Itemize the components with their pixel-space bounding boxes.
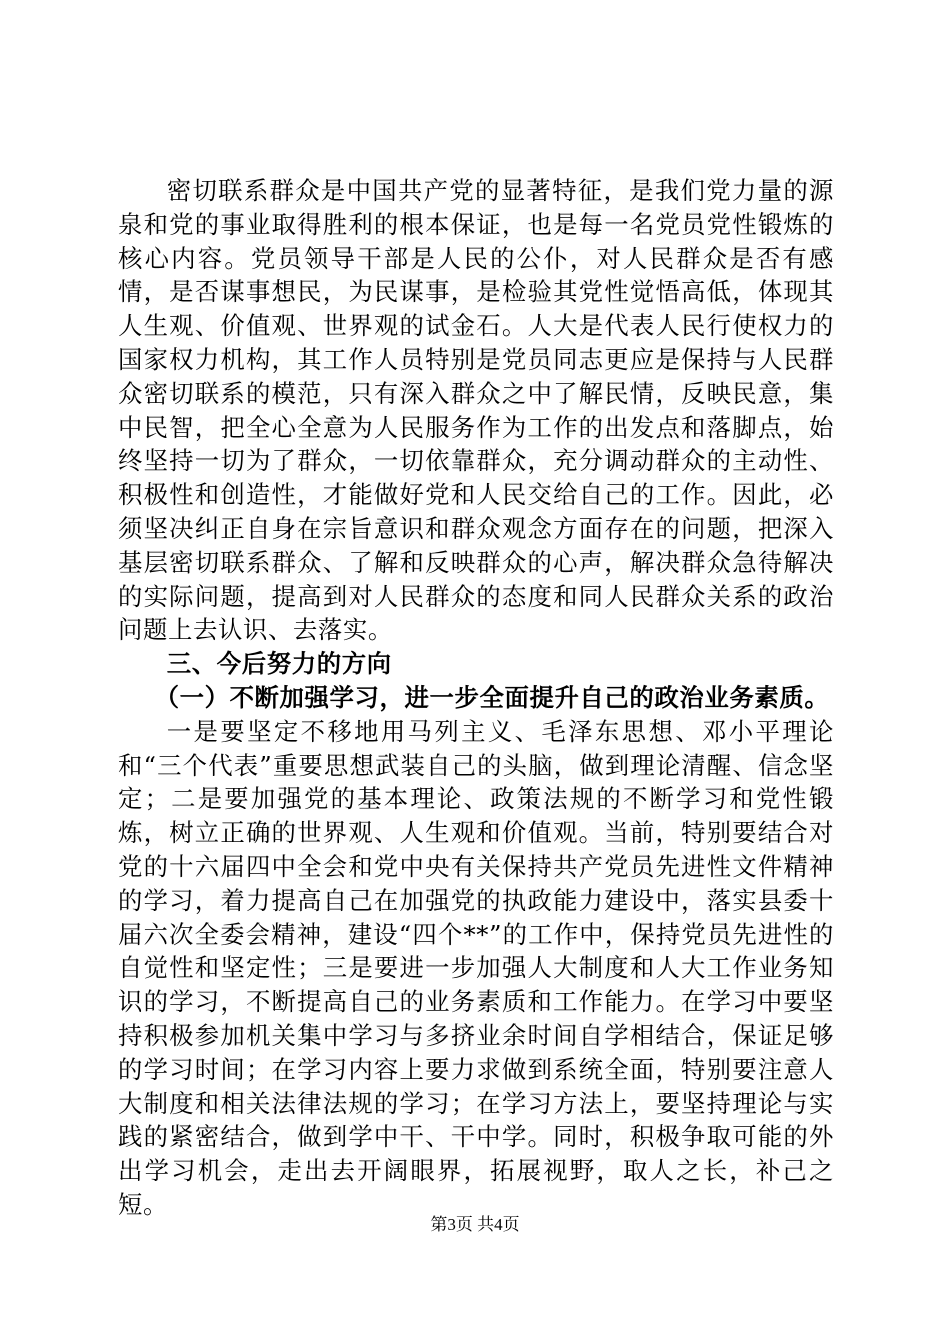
paragraph-mass-line: 密切联系群众是中国共产党的显著特征，是我们党力量的源泉和党的事业取得胜利的根本保证，也是每一名党员党性锻炼的核心内容。党员领导干部是人民的公仆，对人民群众是否有感情，是否谋事想民，为民谋事，是检验其党性觉悟高低，体现其人生观、价值观、世界观的试金石。人大是代表人民行使权力的国家权力机构，其工作人员特别是党员同志更应是保持与人民群众密切联系的模范，只有深入群众之中了解民情，反映民意，集中民智，把全心全意为人民服务作为工作的出发点和落脚点，始终坚持一切为了群众，一切依靠群众，充分调动群众的主动性、积极性和创造性，才能做好党和人民交给自己的工作。因此，必须坚决纠正自身在宗旨意识和群众观念方面存在的问题，把深入基层密切联系群众、了解和反映群众的心声，解决群众急待解决的实际问题，提高到对人民群众的态度和同人民群众关系的政治问题上去认识、去落实。 — [118, 176, 834, 645]
document-body — [118, 174, 834, 1222]
section-heading: 三、今后努力的方向 — [166, 649, 392, 679]
subsection-heading: （一）不断加强学习，进一步全面提升自己的政治业务素质。 — [154, 682, 830, 712]
paragraph-study: 一是要坚定不移地用马列主义、毛泽东思想、邓小平理论和“三个代表”重要思想武装自己的头脑，做到理论清醒、信念坚定；二是要加强党的基本理论、政策法规的不断学习和党性锻炼，树立正确的世界观、人生观和价值观。当前，特别要结合对党的十六届四中全会和党中央有关保持共产党员先进性文件精神的学习，着力提高自己在加强党的执政能力建设中，落实县委十届六次全委会精神，建设“四个**”的工作中，保持党员先进性的自觉性和坚定性；三是要进一步加强人大制度和人大工作业务知识的学习，不断提高自己的业务素质和工作能力。在学习中要坚持积极参加机关集中学习与多挤业余时间自学相结合，保证足够的学习时间；在学习内容上要力求做到系统全面，特别要注意人大制度和相关法律法规的学习；在学习方法上，要坚持理论与实践的紧密结合，做到学中干、干中学。同时，积极争取可能的外出学习机会，走出去开阔眼界，拓展视野，取人之长，补己之短。 — [118, 716, 834, 1219]
page-footer: 第3页 共4页 — [430, 1215, 520, 1234]
